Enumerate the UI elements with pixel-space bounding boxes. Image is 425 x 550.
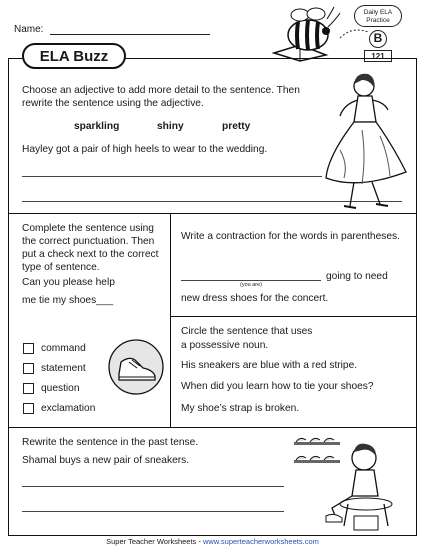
girl-in-dress-illustration [318,66,414,216]
badge-number: 121 [364,50,392,62]
answer-line[interactable] [22,511,284,512]
badge-label-line2: Practice [366,17,390,24]
contraction-sentence-end: going to need [326,271,388,282]
answer-line[interactable] [22,176,322,177]
name-field[interactable] [50,34,210,35]
adjective-instruction: Choose an adjective to add more detail to the sentence. Then rewrite the sentence using the adjective. [22,85,300,109]
badge-level: B [369,30,387,48]
shoe-icon [107,338,165,396]
daily-practice-badge [349,5,407,65]
contraction-answer-line[interactable] [181,280,321,281]
page-title: ELA Buzz [22,43,126,69]
checkbox-statement[interactable] [23,363,34,374]
adjective-sentence: Hayley got a pair of high heels to wear to the wedding. [22,144,268,155]
past-tense-sentence: Shamal buys a new pair of sneakers. [22,455,190,466]
footer-link[interactable]: www.superteacherworksheets.com [202,537,319,546]
option-label: command [41,343,86,354]
footer-prefix: Super Teacher Worksheets - [106,537,203,546]
adjective-option: shiny [157,121,184,132]
punctuation-sentence-line1: Can you please help [22,277,115,288]
badge-label-line1: Daily ELA [363,9,393,16]
punctuation-sentence-line2: me tie my shoes___ [22,295,114,306]
answer-line[interactable] [22,486,284,487]
section-divider [170,316,417,317]
checkbox-question[interactable] [23,383,34,394]
option-label: question [41,383,80,394]
past-tense-instruction: Rewrite the sentence in the past tense. [22,437,199,448]
possessive-sentence[interactable]: My shoe’s strap is broken. [181,403,300,414]
footer [0,537,425,546]
section-divider [170,213,171,427]
contraction-hint: (you are) [240,282,263,288]
contraction-sentence-line2: new dress shoes for the concert. [181,293,329,304]
contraction-instruction: Write a contraction for the words in parentheses. [181,231,400,242]
checkbox-command[interactable] [23,343,34,354]
punctuation-instruction: Complete the sentence using the correct punctuation. Then put a check next to the correct type of sentence. [22,223,159,273]
option-label: exclamation [41,403,96,414]
boy-trying-on-sneakers-illustration [292,430,414,534]
checkbox-exclamation[interactable] [23,403,34,414]
adjective-option: sparkling [74,121,120,132]
section-divider [8,427,417,428]
possessive-sentence[interactable]: His sneakers are blue with a red stripe. [181,360,358,371]
possessive-sentence[interactable]: When did you learn how to tie your shoes? [181,381,374,392]
option-label: statement [41,363,86,374]
badge-label [354,5,402,27]
name-label: Name: [14,24,44,35]
possessive-instruction-line1: Circle the sentence that uses [181,326,313,337]
adjective-option: pretty [222,121,251,132]
possessive-instruction-line2: a possessive noun. [181,340,269,351]
